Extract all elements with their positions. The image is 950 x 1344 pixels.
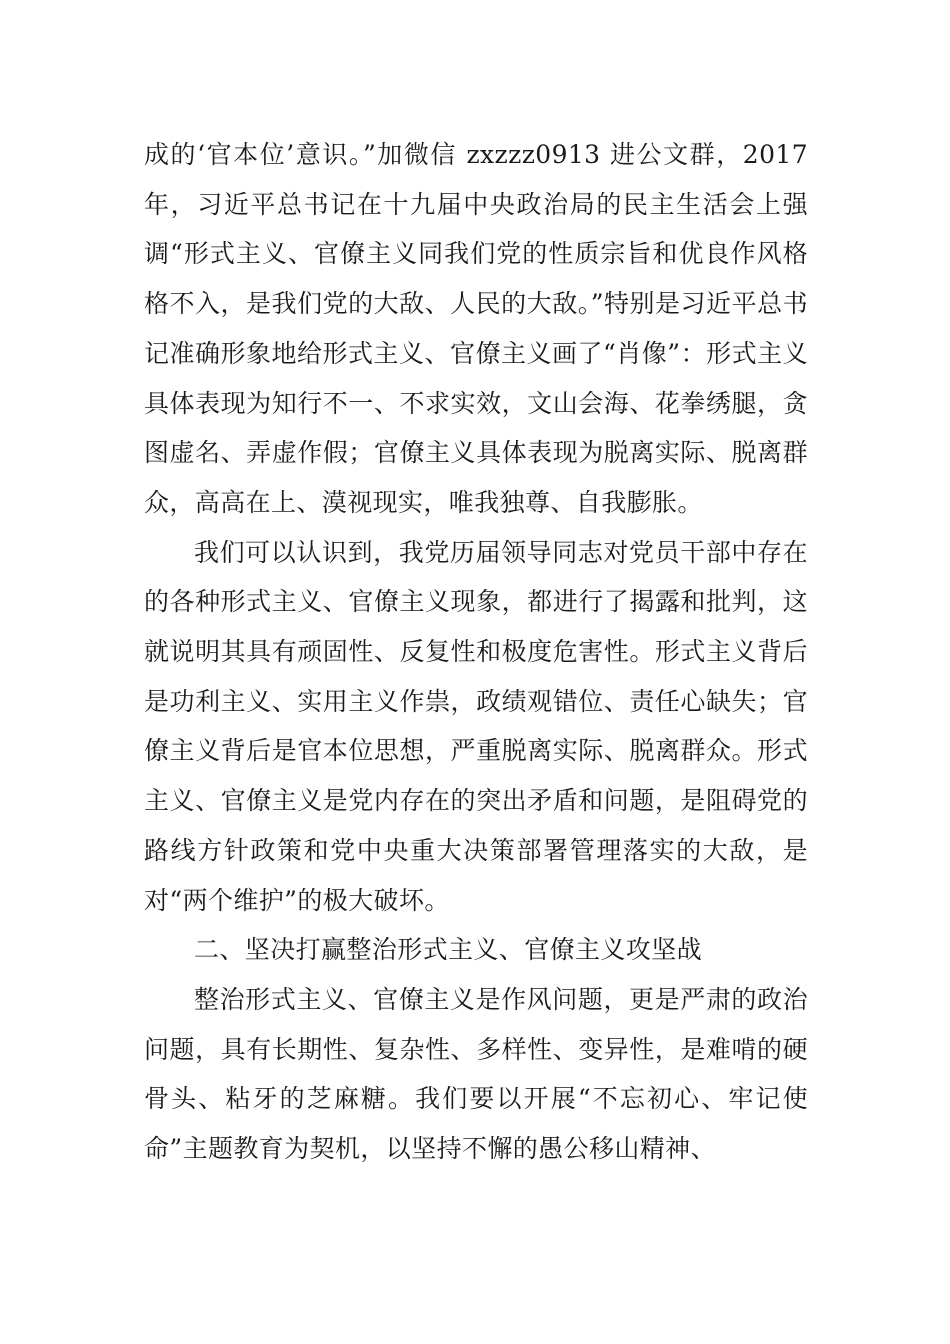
- document-body: [144, 130, 808, 1174]
- paragraph-rectification: 整治形式主义、官僚主义是作风问题，更是严肃的政治问题，具有长期性、复杂性、多样性、变异性，是难啃的硬骨头、粘牙的芝麻糖。我们要以开展“不忘初心、牢记使命”主题教育为契机，以坚持不懈的愚公移山精神、: [144, 984, 808, 1164]
- paragraph-continuation: 成的‘官本位’意识。”加微信 zxzzz0913 进公文群，2017年，习近平总书记在十九届中央政治局的民主生活会上强调“形式主义、官僚主义同我们党的性质宗旨和优良作风格格不入，是我们党的大敌、人民的大敌。”特别是习近平总书记准确形象地给形式主义、官僚主义画了“肖像”：形式主义具体表现为知行不一、不求实效，文山会海、花拳绣腿，贪图虚名、弄虚作假；官僚主义具体表现为脱离实际、脱离群众，高高在上、漠视现实，唯我独尊、自我膨胀。: [144, 140, 808, 517]
- paragraph-critique: 我们可以认识到，我党历届领导同志对党员干部中存在的各种形式主义、官僚主义现象，都进行了揭露和批判，这就说明其具有顽固性、反复性和极度危害性。形式主义背后是功利主义、实用主义作祟，政绩观错位、责任心缺失；官僚主义背后是官本位思想，严重脱离实际、脱离群众。形式主义、官僚主义是党内存在的突出矛盾和问题，是阻碍党的路线方针政策和党中央重大决策部署管理落实的大敌，是对“两个维护”的极大破坏。: [144, 537, 808, 915]
- section-heading: 二、坚决打赢整治形式主义、官僚主义攻坚战: [194, 935, 703, 965]
